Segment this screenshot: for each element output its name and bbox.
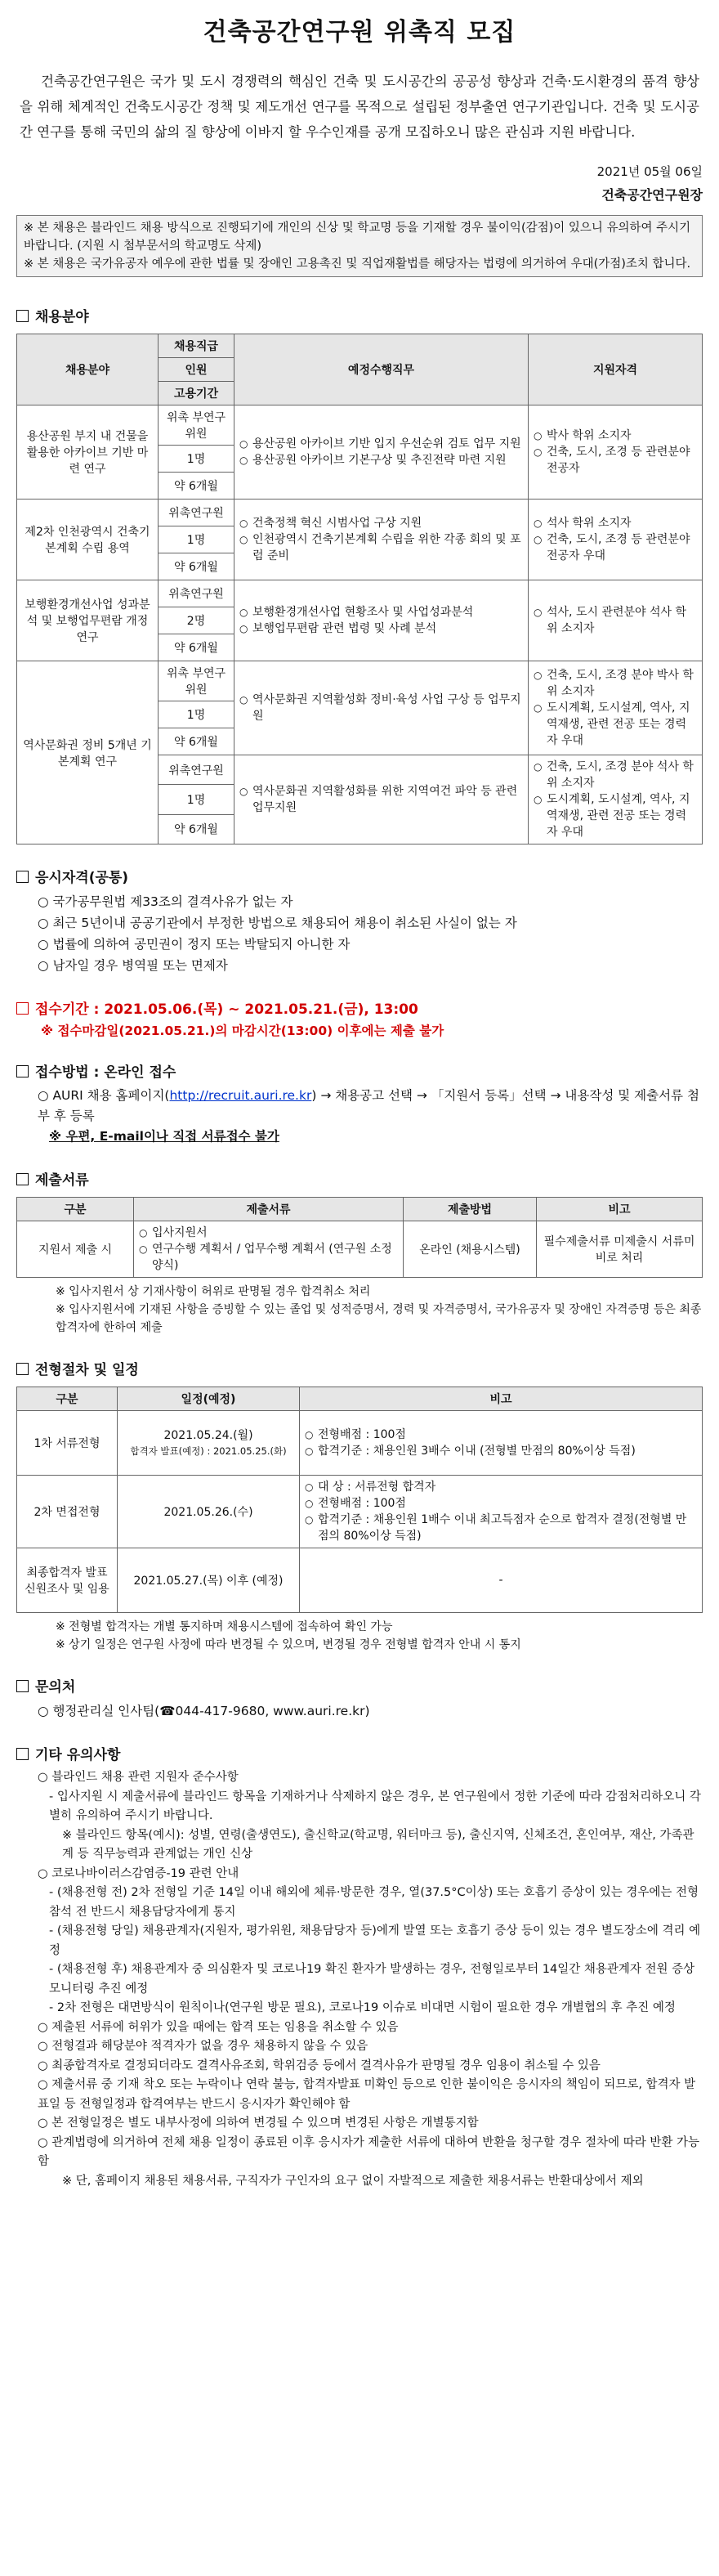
schedule-kind: 2차 면접전형 xyxy=(17,1476,118,1548)
th-qual: 지원자격 xyxy=(529,334,703,405)
schedule-notes xyxy=(300,1548,703,1613)
etc-text: 전형결과 해당분야 적격자가 없을 경우 채용하지 않을 수 있음 xyxy=(51,2040,368,2053)
position-row xyxy=(17,580,703,607)
documents-notes xyxy=(56,1283,703,1337)
etc-text: 최종합격자로 결정되더라도 결격사유조회, 학위검증 등에서 결격사유가 판명될 경우 임용이 취소될 수 있음 xyxy=(51,2059,601,2072)
checkbox-icon xyxy=(16,1748,29,1760)
qual-item-list xyxy=(534,428,697,477)
checkbox-icon xyxy=(16,871,29,883)
qual-item: ○ 건축, 도시, 조경 등 관련분야 전공자 우대 xyxy=(534,531,697,564)
etc-item xyxy=(38,2172,703,2192)
etc-text: 본 전형일정은 별도 내부사정에 의하여 변경될 수 있으며 변경된 사항은 개별통지함 xyxy=(51,2117,479,2130)
schedule-date-sub: 합격자 발표(예정) : 2021.05.25.(화) xyxy=(130,1445,287,1457)
qual-item-list xyxy=(534,667,697,749)
schedule-note: ○ 전형배점 : 100점 xyxy=(305,1495,697,1512)
etc-text: - (채용전형 전) 2차 전형일 기준 14일 이내 해외에 체류·방문한 경우, 열(37.5°C이상) 또는 호흡기 증상이 있는 경우에는 전형 참석 전 반드시 채용담당자에게 통지 xyxy=(49,1886,699,1919)
duty-item: ○ 역사문화권 지역활성화를 위한 지역여건 파악 등 관련 업무지원 xyxy=(239,783,523,816)
qualification-text: 남자일 경우 병역필 또는 면제자 xyxy=(52,958,228,973)
qual-item: ○ 석사 학위 소지자 xyxy=(534,515,697,531)
th-duty: 예정수행직무 xyxy=(234,334,529,405)
position-row xyxy=(17,405,703,446)
doc-kind: 지원서 제출 시 xyxy=(17,1221,134,1278)
etc-item xyxy=(38,1826,703,1865)
etc-text: - (채용전형 당일) 채용관계자(지원자, 평가위원, 채용담당자 등)에게 발열 또는 호흡기 증상 등이 있는 경우 별도장소에 격리 예정 xyxy=(49,1924,701,1957)
schedule-note-line: ※ 전형별 합격자는 개별 통지하며 채용시스템에 접속하여 확인 가능 xyxy=(56,1620,393,1633)
positions-body xyxy=(17,405,703,844)
schedule-note-list xyxy=(305,1427,697,1459)
section-qualification: 응시자격(공통) xyxy=(16,866,703,886)
schedule-kind: 최종합격자 발표 신원조사 및 임용 xyxy=(17,1548,118,1613)
post-date: 2021년 05월 06일 xyxy=(596,164,703,179)
notice-merit: ※ 본 채용은 국가유공자 예우에 관한 법률 및 장애인 고용촉진 및 직업재활법를 해당자는 법령에 의거하여 우대(가점)조치 합니다. xyxy=(24,258,691,271)
th-period: 고용기간 xyxy=(159,382,234,405)
duty-item: ○ 용산공원 아카이브 기반 입지 우선순위 검토 업무 지원 xyxy=(239,436,523,452)
qualification-text: 국가공무원법 제33조의 결격사유가 없는 자 xyxy=(52,894,293,909)
qual-item: ○ 박사 학위 소지자 xyxy=(534,428,697,444)
position-field: 제2차 인천광역시 건축기본계획 수립 용역 xyxy=(17,500,159,580)
schedule-date-text: 2021.05.24.(월) xyxy=(163,1428,253,1442)
position-period: 약 6개월 xyxy=(159,728,234,755)
schedule-note-line: ※ 상기 일정은 연구원 사정에 따라 변경될 수 있으며, 변경될 경우 전형별 합격자 안내 시 통지 xyxy=(56,1638,521,1651)
doc-method: 온라인 (채용시스템) xyxy=(404,1221,537,1278)
qualification-list xyxy=(38,891,703,976)
qualification-item: ○ 남자일 경우 병역필 또는 면제자 xyxy=(38,958,228,973)
qual-item: ○ 건축, 도시, 조경 분야 박사 학위 소지자 xyxy=(534,667,697,700)
qual-item: ○ 도시계획, 도시설계, 역사, 지역재생, 관련 전공 또는 경력자 우대 xyxy=(534,700,697,749)
qualification-item: ○ 법률에 의하여 공민권이 정지 또는 박탈되지 아니한 자 xyxy=(38,937,351,952)
section-positions: 채용분야 xyxy=(16,305,703,325)
documents-note: ※ 입사지원서에 기재된 사항을 증빙할 수 있는 졸업 및 성적증명서, 경력 및 자격증명서, 국가유공자 및 장애인 자격증명 등은 최종 합격자에 한하여 제출 xyxy=(56,1303,702,1334)
position-duties xyxy=(234,755,529,844)
schedule-row xyxy=(17,1476,703,1548)
schedule-note: ○ 합격기준 : 채용인원 3배수 이내 (전형별 만점의 80%이상 득점) xyxy=(305,1443,697,1459)
position-row xyxy=(17,500,703,526)
schedule-row xyxy=(17,1548,703,1613)
checkbox-icon xyxy=(16,1065,29,1077)
apply-method: ○ AURI 채용 홈페이지(http://recruit.auri.re.kr) → 채용공고 선택 → 「지원서 등록」선택 → 내용작성 및 제출서류 첨부 후 등록 ※ 우편, E-mail이나 직접 서류접수 불가 xyxy=(38,1086,703,1147)
th-grade: 채용직급 xyxy=(159,334,234,358)
etc-text: 제출서류 중 기재 착오 또는 누락이나 연락 불능, 합격자발표 미확인 등으로 인한 불이익은 응시자의 책임이 되므로, 합격자 발표일 등 전형일정과 합격여부는 반드시 응시자가 확인해야 함 xyxy=(38,2078,696,2111)
org-name: 건축공간연구원장 xyxy=(601,187,703,203)
qual-item-list xyxy=(534,604,697,637)
checkbox-icon xyxy=(16,1363,29,1375)
etc-item xyxy=(38,1999,703,2018)
position-grade: 위촉연구원 xyxy=(159,580,234,607)
position-duties xyxy=(234,500,529,580)
documents-header: 제출서류 xyxy=(134,1198,404,1221)
duty-item-list xyxy=(239,783,523,816)
position-field: 보행환경개선사업 성과분석 및 보행업무편람 개정 연구 xyxy=(17,580,159,661)
schedule-date xyxy=(118,1411,300,1476)
apply-note: ※ 우편, E-mail이나 직접 서류접수 불가 xyxy=(49,1129,279,1144)
document-item: ○ 연구수행 계획서 / 업무수행 계획서 (연구원 소정 양식) xyxy=(139,1241,398,1274)
notice-blind: ※ 본 채용은 블라인드 채용 방식으로 진행되기에 개인의 신상 및 학교명 등을 기재할 경우 불이익(감점)이 있으니 유의하여 주시기 바랍니다. (지원 시 첨부문서의 학교명도 삭제) xyxy=(24,222,691,253)
schedule-date-text: 2021.05.27.(목) 이후 (예정) xyxy=(133,1575,284,1588)
duty-item-list xyxy=(239,515,523,564)
etc-text: 제출된 서류에 허위가 있을 때에는 합격 또는 임용을 취소할 수 있음 xyxy=(51,2020,399,2034)
etc-text: - 2차 전형은 대면방식이 원칙이나(연구원 방문 필요), 코로나19 이슈로 비대면 시험이 필요한 경우 개별협의 후 추진 예정 xyxy=(49,2001,676,2014)
position-quals xyxy=(529,405,703,500)
schedule-note: ○ 대 상 : 서류전형 합격자 xyxy=(305,1479,697,1495)
schedule-note-list xyxy=(305,1479,697,1544)
schedule-header: 일정(예정) xyxy=(118,1387,300,1411)
section-contact: 문의처 xyxy=(16,1675,703,1696)
position-duties xyxy=(234,661,529,755)
duty-item-list xyxy=(239,436,523,468)
qual-item-list xyxy=(534,759,697,840)
position-grade: 위촉연구원 xyxy=(159,755,234,785)
position-duties xyxy=(234,405,529,500)
position-period: 약 6개월 xyxy=(159,473,234,500)
etc-item xyxy=(38,1884,703,1922)
position-duties xyxy=(234,580,529,661)
etc-item xyxy=(38,1960,703,1999)
duty-item: ○ 용산공원 아카이브 기본구상 및 추진전략 마련 지원 xyxy=(239,452,523,468)
documents-header: 제출방법 xyxy=(404,1198,537,1221)
position-period: 약 6개월 xyxy=(159,634,234,661)
qualification-item: ○ 국가공무원법 제33조의 결격사유가 없는 자 xyxy=(38,894,293,909)
etc-text: 관계법령에 의거하여 전체 채용 일정이 종료된 이후 응시자가 제출한 서류에 대하여 반환을 청구할 경우 절차에 따라 반환 가능함 xyxy=(38,2135,699,2168)
page xyxy=(16,0,703,2191)
etc-item xyxy=(38,1922,703,1960)
document-item: ○ 입사지원서 xyxy=(139,1225,398,1241)
qual-item: ○ 석사, 도시 관련분야 석사 학위 소지자 xyxy=(534,604,697,637)
schedule-note: - xyxy=(498,1574,503,1587)
position-count: 1명 xyxy=(159,446,234,473)
etc-text: - (채용전형 후) 채용관계자 중 의심환자 및 코로나19 확진 환자가 발생하는 경우, 전형일로부터 14일간 채용관계자 전원 증상 모니터링 추진 예정 xyxy=(49,1963,695,1996)
position-count: 1명 xyxy=(159,701,234,728)
checkbox-icon xyxy=(16,1002,29,1015)
etc-item: ○ 제출된 서류에 허위가 있을 때에는 합격 또는 임용을 취소할 수 있음 xyxy=(38,2020,399,2034)
qual-item: ○ 도시계획, 도시설계, 역사, 지역재생, 관련 전공 또는 경력자 우대 xyxy=(534,791,697,840)
etc-text: 블라인드 채용 관련 지원자 준수사항 xyxy=(51,1771,239,1784)
etc-item: ○ 제출서류 중 기재 착오 또는 누락이나 연락 불능, 합격자발표 미확인 등으로 인한 불이익은 응시자의 책임이 되므로, 합격자 발표일 등 전형일정과 합격여부는 반드시 응시자가 확인해야 함 xyxy=(38,2078,696,2111)
duty-item: ○ 역사문화권 지역활성화 정비·육성 사업 구상 등 업무지원 xyxy=(239,692,523,724)
schedule-row xyxy=(17,1411,703,1476)
schedule-date-text: 2021.05.26.(수) xyxy=(163,1506,253,1519)
schedule-date xyxy=(118,1476,300,1548)
documents-note: ※ 입사지원서 상 기재사항이 허위로 판명될 경우 합격취소 처리 xyxy=(56,1285,371,1298)
qualification-text: 법률에 의하여 공민권이 정지 또는 박탈되지 아니한 자 xyxy=(52,937,351,952)
duty-item: ○ 건축정책 혁신 시범사업 구상 지원 xyxy=(239,515,523,531)
etc-text: ※ 단, 홈페이지 채용된 채용서류, 구직자가 구인자의 요구 없이 자발적으로 제출한 채용서류는 반환대상에서 제외 xyxy=(62,2174,644,2188)
schedule-notes xyxy=(56,1618,703,1654)
documents-header: 비고 xyxy=(537,1198,703,1221)
etc-text: 코로나바이러스감염증-19 관련 안내 xyxy=(51,1866,239,1880)
schedule-notes xyxy=(300,1476,703,1548)
section-documents: 제출서류 xyxy=(16,1168,703,1189)
duty-item: ○ 보행업무편람 관련 법령 및 사례 분석 xyxy=(239,620,523,637)
qualification-item: ○ 최근 5년이내 공공기관에서 부정한 방법으로 채용되어 채용이 취소된 사실이 없는 자 xyxy=(38,916,517,930)
section-etc: 기타 유의사항 xyxy=(16,1743,703,1763)
schedule-note: ○ 전형배점 : 100점 xyxy=(305,1427,697,1443)
position-period: 약 6개월 xyxy=(159,814,234,844)
etc-item xyxy=(38,1788,703,1826)
position-quals xyxy=(529,755,703,844)
etc-item: ○ 블라인드 채용 관련 지원자 준수사항 xyxy=(38,1771,239,1784)
etc-item: ○ 코로나바이러스감염증-19 관련 안내 xyxy=(38,1866,239,1880)
schedule-notes xyxy=(300,1411,703,1476)
position-grade: 위촉연구원 xyxy=(159,500,234,526)
recruit-link[interactable]: http://recruit.auri.re.kr xyxy=(169,1088,312,1103)
etc-item: ○ 관계법령에 의거하여 전체 채용 일정이 종료된 이후 응시자가 제출한 서류에 대하여 반환을 청구할 경우 절차에 따라 반환 가능함 xyxy=(38,2135,699,2168)
position-row xyxy=(17,661,703,701)
etc-item: ○ 본 전형일정은 별도 내부사정에 의하여 변경될 수 있으며 변경된 사항은 개별통지함 xyxy=(38,2117,479,2130)
doc-list xyxy=(134,1221,404,1278)
etc-item: ○ 전형결과 해당분야 적격자가 없을 경우 채용하지 않을 수 있음 xyxy=(38,2040,368,2053)
section-method: 접수방법 : 온라인 접수 xyxy=(16,1060,703,1081)
checkbox-icon xyxy=(16,1173,29,1185)
documents-table xyxy=(16,1197,703,1278)
section-schedule: 전형절차 및 일정 xyxy=(16,1358,703,1378)
qual-item: ○ 건축, 도시, 조경 등 관련분야 전공자 xyxy=(534,444,697,477)
checkbox-icon xyxy=(16,1680,29,1692)
position-grade: 위촉 부연구위원 xyxy=(159,661,234,701)
qual-item-list xyxy=(534,515,697,564)
etc-text: - 입사지원 시 제출서류에 블라인드 항목을 기재하거나 삭제하지 않은 경우, 본 연구원에서 정한 기준에 따라 감점처리하오니 각별히 유의하여 주시기 바랍니다. xyxy=(49,1790,701,1822)
position-count: 2명 xyxy=(159,607,234,634)
schedule-date xyxy=(118,1548,300,1613)
position-grade: 위촉 부연구위원 xyxy=(159,405,234,446)
position-period: 약 6개월 xyxy=(159,553,234,580)
schedule-header: 구분 xyxy=(17,1387,118,1411)
etc-item: ○ 최종합격자로 결정되더라도 결격사유조회, 학위검증 등에서 결격사유가 판명될 경우 임용이 취소될 수 있음 xyxy=(38,2059,601,2072)
qual-item: ○ 건축, 도시, 조경 분야 석사 학위 소지자 xyxy=(534,759,697,791)
qualification-text: 최근 5년이내 공공기관에서 부정한 방법으로 채용되어 채용이 취소된 사실이 없는 자 xyxy=(52,916,517,930)
duty-item: ○ 보행환경개선사업 현황조사 및 사업성과분석 xyxy=(239,604,523,620)
duty-item-list xyxy=(239,604,523,637)
position-quals xyxy=(529,580,703,661)
schedule-note: ○ 합격기준 : 채용인원 1배수 이내 최고득점자 순으로 합격자 결정(전형별 만점의 80%이상 득점) xyxy=(305,1512,697,1544)
intro-text: 건축공간연구원은 국가 및 도시 경쟁력의 핵심인 건축 및 도시공간의 공공성 향상과 건축·도시환경의 품격 향상을 위해 체계적인 건축도시공간 정책 및 제도개선 연구를 목적으로 설립된 정부출연 연구기관입니다. 건축 및 도시공간 연구를 통해 국민의 삶의 질 향상에 이바지 할 우수인재를 공개 모집하오니 많은 관심과 지원 바랍니다. xyxy=(20,74,699,140)
page-title: 건축공간연구원 위촉직 모집 xyxy=(203,18,516,47)
th-count: 인원 xyxy=(159,358,234,382)
position-quals xyxy=(529,500,703,580)
doc-remark: 필수제출서류 미제출시 서류미비로 처리 xyxy=(537,1221,703,1278)
checkbox-icon xyxy=(16,310,29,322)
deadline-note: ※ 접수마감일(2021.05.21.)의 마감시간(13:00) 이후에는 제출 불가 xyxy=(41,1024,444,1038)
duty-item: ○ 인천광역시 건축기본계획 수립을 위한 각종 회의 및 포럼 준비 xyxy=(239,531,523,564)
section-period: 접수기간 : 2021.05.06.(목) ~ 2021.05.21.(금), 13:00 xyxy=(16,997,703,1018)
position-count: 1명 xyxy=(159,526,234,553)
position-field: 용산공원 부지 내 건물을 활용한 아카이브 기반 마련 연구 xyxy=(17,405,159,500)
schedule-table xyxy=(16,1387,703,1613)
etc-list xyxy=(38,1768,703,2191)
position-field: 역사문화권 정비 5개년 기본계획 연구 xyxy=(17,661,159,844)
th-field: 채용분야 xyxy=(17,334,159,405)
duty-item-list xyxy=(239,692,523,724)
position-quals xyxy=(529,661,703,755)
positions-table xyxy=(16,334,703,844)
notice-box xyxy=(16,215,703,277)
schedule-kind: 1차 서류전형 xyxy=(17,1411,118,1476)
schedule-header: 비고 xyxy=(300,1387,703,1411)
contact-info: ○ 행정관리실 인사팀(☎044-417-9680, www.auri.re.kr) xyxy=(38,1704,370,1718)
position-count: 1명 xyxy=(159,785,234,814)
documents-header: 구분 xyxy=(17,1198,134,1221)
etc-text: ※ 블라인드 항목(예시): 성별, 연령(출생연도), 출신학교(학교명, 워터마크 등), 출신지역, 신체조건, 혼인여부, 재산, 가족관계 등 직무능력과 관계없는 개인 신상 xyxy=(62,1828,694,1861)
